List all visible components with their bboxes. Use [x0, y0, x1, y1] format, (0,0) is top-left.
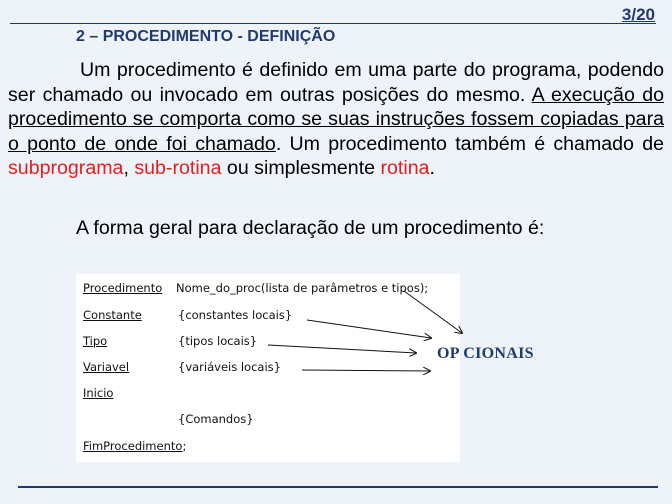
- keyword-variavel: Variavel: [83, 360, 130, 374]
- arrow-from-variavel: [302, 370, 430, 371]
- keyword-tipo: Tipo: [83, 334, 108, 348]
- term-sub-rotina: sub-rotina: [134, 157, 222, 179]
- text-part-e: .: [429, 157, 435, 179]
- procedure-signature: Nome_do_proc(lista de parâmetros e tipos);: [176, 281, 429, 295]
- keyword-procedimento: Procedimento: [83, 281, 163, 295]
- tipo-placeholder: {tipos locais}: [178, 334, 258, 348]
- underlined-statement: A execução do procedimento se comporta como se suas instruções fossem copiadas para o ponto de onde foi chamado: [8, 83, 664, 155]
- variavel-placeholder: {variáveis locais}: [178, 360, 281, 374]
- arrow-from-constante: [307, 320, 431, 338]
- text-part-d: ou simplesmente: [221, 157, 381, 179]
- keyword-inicio: Inicio: [83, 386, 114, 400]
- comandos-placeholder: {Comandos}: [178, 412, 254, 426]
- keyword-fimprocedimento: FimProcedimento: [83, 439, 183, 453]
- term-rotina: rotina: [380, 157, 430, 179]
- bottom-rule: [18, 486, 658, 488]
- fim-semicolon: ;: [182, 439, 187, 453]
- text-part-a: Um procedimento é definido em uma parte do programa, podendo ser chamado ou invocado em outras posições do mesmo.: [8, 59, 664, 106]
- section-title: 2 – PROCEDIMENTO - DEFINIÇÃO: [76, 28, 336, 45]
- optional-label: OP CIONAIS: [437, 345, 534, 362]
- constante-placeholder: {constantes locais}: [178, 308, 293, 322]
- term-subprograma: subprograma: [8, 157, 124, 179]
- keyword-constante: Constante: [83, 308, 142, 322]
- arrow-from-parameters: [404, 291, 462, 333]
- text-part-b: . Um procedimento também é chamado de: [275, 132, 664, 155]
- page-number: 3/20: [621, 5, 655, 24]
- general-form-intro: A forma geral para declaração de um procedimento é:: [76, 217, 545, 239]
- arrow-from-tipo: [268, 345, 416, 353]
- text-part-c: ,: [123, 157, 135, 179]
